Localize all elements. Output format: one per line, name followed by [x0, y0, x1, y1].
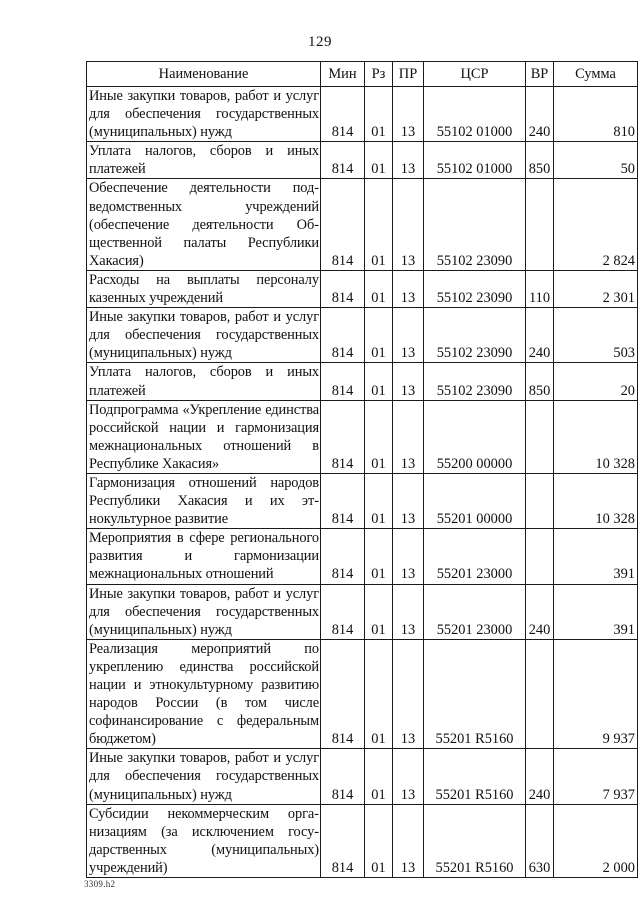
cell-name: Иные закупки товаров, работ и услуг для обеспечения государственных (муниципальных) нужд: [87, 749, 321, 804]
cell-pr: 13: [393, 179, 424, 270]
header-min: Мин: [321, 62, 365, 87]
cell-sum: 391: [554, 584, 638, 639]
table-row: [87, 179, 638, 270]
page-number: 129: [308, 34, 332, 50]
cell-name: Расходы на выплаты персоналу казенных учреждений: [87, 270, 321, 307]
budget-table: [86, 61, 638, 878]
table-row: [87, 584, 638, 639]
cell-rz: 01: [365, 142, 393, 179]
cell-sum: 50: [554, 142, 638, 179]
cell-vr: 240: [526, 584, 554, 639]
cell-min: 814: [321, 529, 365, 584]
cell-csr: 55102 01000: [424, 142, 526, 179]
cell-name: Мероприятия в сфере регионального развития и гармонизации межнациональных отношений: [87, 529, 321, 584]
cell-sum: 10 328: [554, 400, 638, 473]
cell-pr: 13: [393, 529, 424, 584]
cell-rz: 01: [365, 639, 393, 749]
cell-rz: 01: [365, 473, 393, 528]
cell-min: 814: [321, 584, 365, 639]
header-rz: Рз: [365, 62, 393, 87]
cell-min: 814: [321, 473, 365, 528]
cell-sum: 391: [554, 529, 638, 584]
cell-vr: 630: [526, 804, 554, 877]
cell-min: 814: [321, 363, 365, 400]
cell-vr: [526, 473, 554, 528]
cell-pr: 13: [393, 308, 424, 363]
cell-rz: 01: [365, 529, 393, 584]
cell-min: 814: [321, 308, 365, 363]
header-sum: Сумма: [554, 62, 638, 87]
table-row: [87, 142, 638, 179]
cell-csr: 55201 R5160: [424, 804, 526, 877]
cell-min: 814: [321, 270, 365, 307]
table-row: [87, 270, 638, 307]
cell-min: 814: [321, 179, 365, 270]
cell-vr: 850: [526, 142, 554, 179]
cell-vr: [526, 400, 554, 473]
table-row: [87, 749, 638, 804]
cell-rz: 01: [365, 179, 393, 270]
cell-pr: 13: [393, 363, 424, 400]
table-row: [87, 400, 638, 473]
table-row: [87, 87, 638, 142]
cell-sum: 7 937: [554, 749, 638, 804]
cell-pr: 13: [393, 639, 424, 749]
cell-csr: 55201 R5160: [424, 639, 526, 749]
cell-csr: 55102 23090: [424, 179, 526, 270]
cell-vr: 240: [526, 87, 554, 142]
cell-rz: 01: [365, 363, 393, 400]
cell-name: Реализация мероприятий по укреплению единства российской нации и этнокультурному развитию народов России (в том числе софинансирование с федеральным бюджетом): [87, 639, 321, 749]
cell-sum: 9 937: [554, 639, 638, 749]
cell-name: Подпрограмма «Укрепление единства российской нации и гармонизация межнациональных отношений в Республике Хакасия»: [87, 400, 321, 473]
cell-pr: 13: [393, 87, 424, 142]
cell-rz: 01: [365, 308, 393, 363]
cell-vr: [526, 639, 554, 749]
table-row: [87, 639, 638, 749]
cell-pr: 13: [393, 270, 424, 307]
cell-min: 814: [321, 142, 365, 179]
cell-name: Уплата налогов, сборов и иных платежей: [87, 363, 321, 400]
cell-name: Иные закупки товаров, работ и услуг для обеспечения государственных (муниципальных) нужд: [87, 584, 321, 639]
cell-rz: 01: [365, 270, 393, 307]
table-row: [87, 804, 638, 877]
cell-sum: 2 301: [554, 270, 638, 307]
cell-rz: 01: [365, 584, 393, 639]
cell-csr: 55201 23000: [424, 529, 526, 584]
header-csr: ЦСР: [424, 62, 526, 87]
cell-pr: 13: [393, 804, 424, 877]
cell-name: Обеспечение деятельности подведомственных учреждений (обеспечение деятельности Общественной палаты Республики Хакасия): [87, 179, 321, 270]
cell-rz: 01: [365, 749, 393, 804]
cell-pr: 13: [393, 142, 424, 179]
cell-csr: 55201 23000: [424, 584, 526, 639]
cell-csr: 55201 00000: [424, 473, 526, 528]
cell-name: Гармонизация отношений народов Республики Хакасия и их этнокультурное развитие: [87, 473, 321, 528]
cell-min: 814: [321, 804, 365, 877]
cell-rz: 01: [365, 87, 393, 142]
cell-pr: 13: [393, 473, 424, 528]
cell-sum: 2 824: [554, 179, 638, 270]
cell-name: Уплата налогов, сборов и иных платежей: [87, 142, 321, 179]
cell-vr: [526, 529, 554, 584]
header-name: Наименование: [87, 62, 321, 87]
cell-pr: 13: [393, 400, 424, 473]
cell-csr: 55102 23090: [424, 308, 526, 363]
cell-csr: 55102 23090: [424, 270, 526, 307]
header-vr: ВР: [526, 62, 554, 87]
cell-name: Субсидии некоммерческим организациям (за исключением государственных (муниципальных) учреждений): [87, 804, 321, 877]
cell-vr: 240: [526, 749, 554, 804]
table-row: [87, 363, 638, 400]
header-pr: ПР: [393, 62, 424, 87]
cell-sum: 810: [554, 87, 638, 142]
table-row: [87, 308, 638, 363]
cell-csr: 55200 00000: [424, 400, 526, 473]
footer-code: 3309.h2: [84, 879, 116, 889]
cell-min: 814: [321, 749, 365, 804]
cell-sum: 2 000: [554, 804, 638, 877]
cell-csr: 55201 R5160: [424, 749, 526, 804]
cell-rz: 01: [365, 400, 393, 473]
cell-pr: 13: [393, 584, 424, 639]
cell-pr: 13: [393, 749, 424, 804]
cell-vr: [526, 179, 554, 270]
cell-sum: 20: [554, 363, 638, 400]
table-row: [87, 529, 638, 584]
cell-csr: 55102 23090: [424, 363, 526, 400]
cell-vr: 110: [526, 270, 554, 307]
cell-vr: 850: [526, 363, 554, 400]
cell-name: Иные закупки товаров, работ и услуг для обеспечения государственных (муниципальных) нужд: [87, 308, 321, 363]
table-header-row: [87, 62, 638, 87]
cell-sum: 10 328: [554, 473, 638, 528]
cell-name: Иные закупки товаров, работ и услуг для обеспечения государственных (муниципальных) нужд: [87, 87, 321, 142]
cell-min: 814: [321, 639, 365, 749]
cell-sum: 503: [554, 308, 638, 363]
cell-csr: 55102 01000: [424, 87, 526, 142]
cell-vr: 240: [526, 308, 554, 363]
cell-min: 814: [321, 400, 365, 473]
cell-min: 814: [321, 87, 365, 142]
table-row: [87, 473, 638, 528]
cell-rz: 01: [365, 804, 393, 877]
